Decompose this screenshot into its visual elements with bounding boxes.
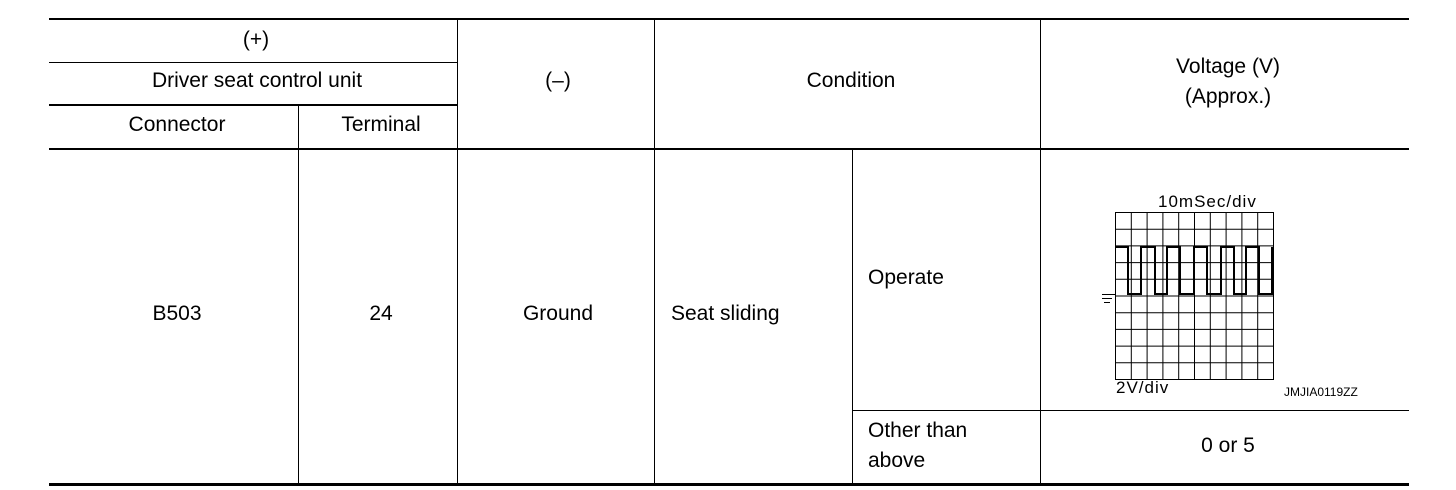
col-divider-connector — [298, 105, 299, 485]
header-condition: Condition — [806, 69, 896, 92]
waveform-grid — [1116, 213, 1274, 380]
sub-row-divider — [852, 410, 1409, 411]
ground-symbol-icon — [1102, 295, 1115, 303]
cell-voltage-other: 0 or 5 — [1201, 434, 1255, 457]
header-terminal: Terminal — [341, 113, 421, 136]
header-divider-plus — [49, 62, 458, 63]
waveform-time-scale: 10mSec/div — [1158, 192, 1257, 211]
header-divider-unit — [49, 104, 458, 106]
waveform-figure-code: JMJIA0119ZZ — [1284, 385, 1358, 399]
cell-sub-condition-operate: Operate — [868, 266, 944, 289]
cell-terminal: 24 — [369, 302, 393, 325]
header-unit: Driver seat control unit — [151, 69, 363, 92]
oscilloscope-waveform — [1094, 212, 1278, 384]
header-bottom-border — [49, 148, 1409, 150]
cell-minus: Ground — [522, 302, 594, 325]
cell-connector: B503 — [152, 302, 202, 325]
table-top-border — [49, 18, 1409, 20]
cell-condition: Seat sliding — [671, 302, 780, 325]
cell-sub-condition-above: above — [868, 449, 926, 472]
header-minus: (–) — [545, 69, 571, 92]
header-voltage-approx: (Approx.) — [1184, 85, 1272, 108]
table-bottom-border — [49, 483, 1409, 486]
col-divider-voltage — [1040, 18, 1041, 485]
waveform-volt-scale: 2V/div — [1116, 378, 1170, 397]
col-divider-terminal — [457, 18, 458, 485]
cell-sub-condition-other: Other than — [868, 419, 968, 442]
col-divider-minus — [654, 18, 655, 485]
header-voltage: Voltage (V) — [1176, 55, 1280, 78]
square-wave-trace — [1116, 247, 1272, 294]
header-plus: (+) — [242, 28, 270, 51]
col-divider-condition-sub — [852, 149, 853, 485]
header-connector: Connector — [128, 113, 226, 136]
